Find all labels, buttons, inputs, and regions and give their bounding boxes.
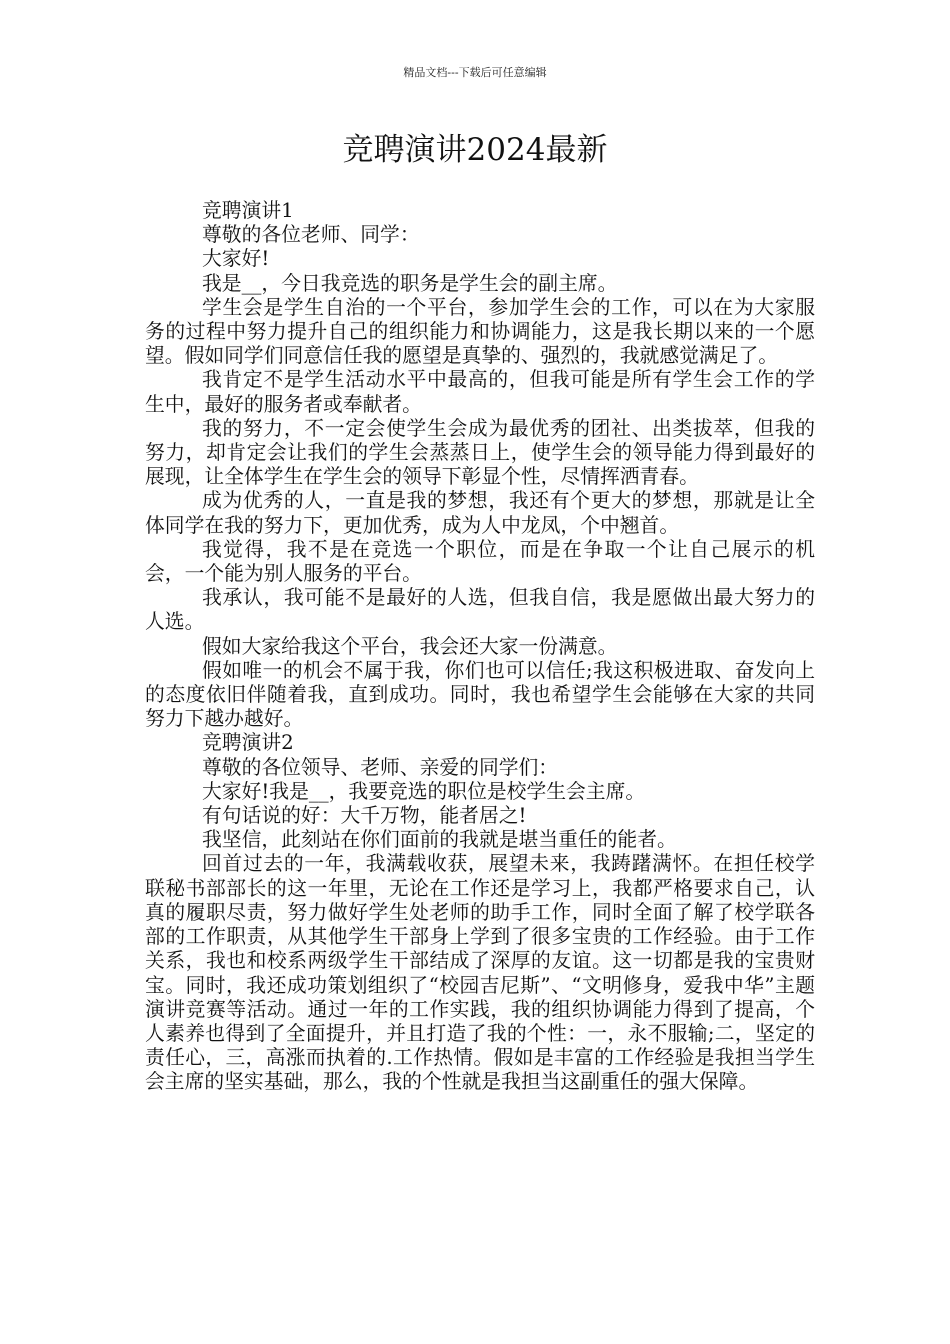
paragraph: 我是__，今日我竞选的职务是学生会的副主席。	[202, 271, 618, 295]
paragraph: 我觉得，我不是在竞选一个职位，而是在争取一个让自己展示的机会，一个能为别人服务的平台。	[145, 537, 815, 586]
document-title: 竞聘演讲2024最新	[342, 132, 608, 168]
paragraph: 竞聘演讲2	[202, 731, 294, 755]
paragraph: 学生会是学生自治的一个平台，参加学生会的工作，可以在为大家服务的过程中努力提升自己的组织能力和协调能力，这是我长期以来的一个愿望。假如同学们同意信任我的愿望是真挚的、强烈的，我就感觉满足了。	[145, 295, 815, 368]
header-note: 精品文档---下载后可任意编辑	[403, 66, 547, 79]
paragraph: 有句话说的好：大千万物，能者居之!	[202, 804, 527, 828]
paragraph: 我肯定不是学生活动水平中最高的，但我可能是所有学生会工作的学生中，最好的服务者或奉献者。	[145, 368, 815, 416]
paragraph: 我承认，我可能不是最好的人选，但我自信，我是愿做出最大努力的人选。	[145, 586, 815, 634]
paragraph: 大家好!我是__，我要竞选的职位是校学生会主席。	[202, 779, 646, 803]
paragraph: 尊敬的各位领导、老师、亲爱的同学们：	[202, 755, 559, 779]
paragraph: 假如大家给我这个平台，我会还大家一份满意。	[202, 634, 618, 658]
paragraph: 竞聘演讲1	[202, 199, 294, 222]
paragraph: 回首过去的一年，我满载收获，展望未来，我踌躇满怀。在担任校学联秘书部部长的这一年里，无论在工作还是学习上，我都严格要求自己，认真的履职尽责，努力做好学生处老师的助手工作，同时全面了解了校学联各部的工作职责，从其他学生干部身上学到了很多宝贵的工作经验。由于工作关系，我也和校系两级学生干部结成了深厚的友谊。这一切都是我的宝贵财宝。同时，我还成功策划组织了“校园吉尼斯”、“文明修身，爱我中华”主题演讲竞赛等活动。通过一年的工作实践，我的组织协调能力得到了提高，个人素养也得到了全面提升，并且打造了我的个性：一，永不服输;二，坚定的责任心，三，高涨而执着的.工作热情。假如是丰富的工作经验是我担当学生会主席的坚实基础，那么，我的个性就是我担当这副重任的强大保障。	[145, 852, 815, 1094]
paragraph: 大家好!	[202, 247, 270, 271]
paragraph: 尊敬的各位老师、同学：	[202, 223, 420, 247]
paragraph: 我的努力，不一定会使学生会成为最优秀的团社、出类拔萃，但我的努力，却肯定会让我们的学生会蒸蒸日上，使学生会的领导能力得到最好的展现，让全体学生在学生会的领导下彰显个性，尽情挥洒青春。	[145, 416, 815, 489]
paragraph: 我坚信，此刻站在你们面前的我就是堪当重任的能者。	[202, 828, 677, 852]
paragraph: 假如唯一的机会不属于我，你们也可以信任;我这积极进取、奋发向上的态度依旧伴随着我，直到成功。同时，我也希望学生会能够在大家的共同努力下越办越好。	[145, 658, 815, 731]
document-body	[145, 199, 815, 1095]
paragraph: 成为优秀的人，一直是我的梦想，我还有个更大的梦想，那就是让全体同学在我的努力下，更加优秀，成为人中龙凤，个中翘首。	[145, 489, 815, 537]
